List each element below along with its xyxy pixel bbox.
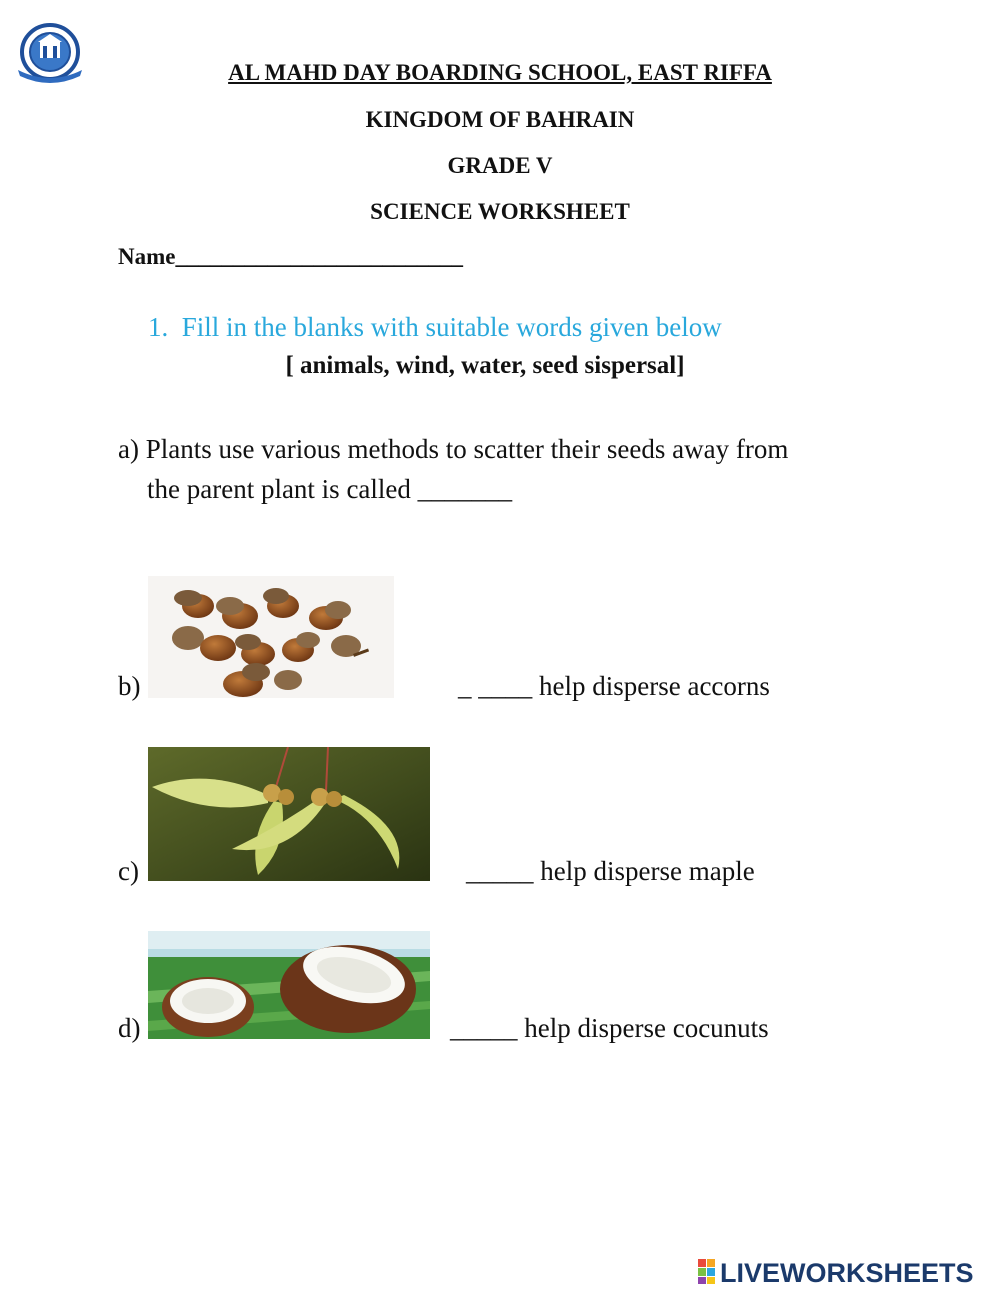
brand-text: LIVEWORKSHEETS: [720, 1258, 974, 1286]
item-c-label: c): [118, 856, 139, 886]
country-title: KINGDOM OF BAHRAIN: [365, 107, 635, 132]
worksheet-title: SCIENCE WORKSHEET: [370, 199, 630, 224]
item-a-line2: the parent plant is called _______: [147, 474, 513, 504]
item-d-sentence: _____ help disperse cocunuts: [450, 1013, 769, 1043]
word-bank: [ animals, wind, water, seed sispersal]: [285, 352, 685, 379]
grade-title: GRADE V: [447, 153, 553, 178]
name-blank[interactable]: _________________________: [175, 244, 463, 269]
item-b-sentence: _ ____ help disperse accorns: [458, 671, 770, 701]
item-d-label: d): [118, 1013, 141, 1043]
name-label: Name: [118, 244, 176, 269]
school-name: AL MAHD DAY BOARDING SCHOOL, EAST RIFFA: [228, 60, 772, 85]
maple-seeds-image: [148, 747, 430, 881]
question-number: 1.: [148, 312, 169, 342]
question-1-instruction: [148, 312, 722, 343]
item-b-label: b): [118, 671, 141, 701]
coconuts-image: [148, 931, 430, 1039]
item-a-line1: Plants use various methods to scatter their seeds away from: [145, 434, 789, 464]
liveworksheets-logo: [698, 1256, 993, 1286]
instruction-text: Fill in the blanks with suitable words given below: [181, 312, 722, 342]
item-c-sentence: _____ help disperse maple: [466, 856, 755, 886]
acorns-image: [148, 576, 394, 698]
name-field[interactable]: [118, 244, 463, 270]
item-a-label: a): [118, 434, 139, 464]
item-a: [118, 429, 878, 509]
